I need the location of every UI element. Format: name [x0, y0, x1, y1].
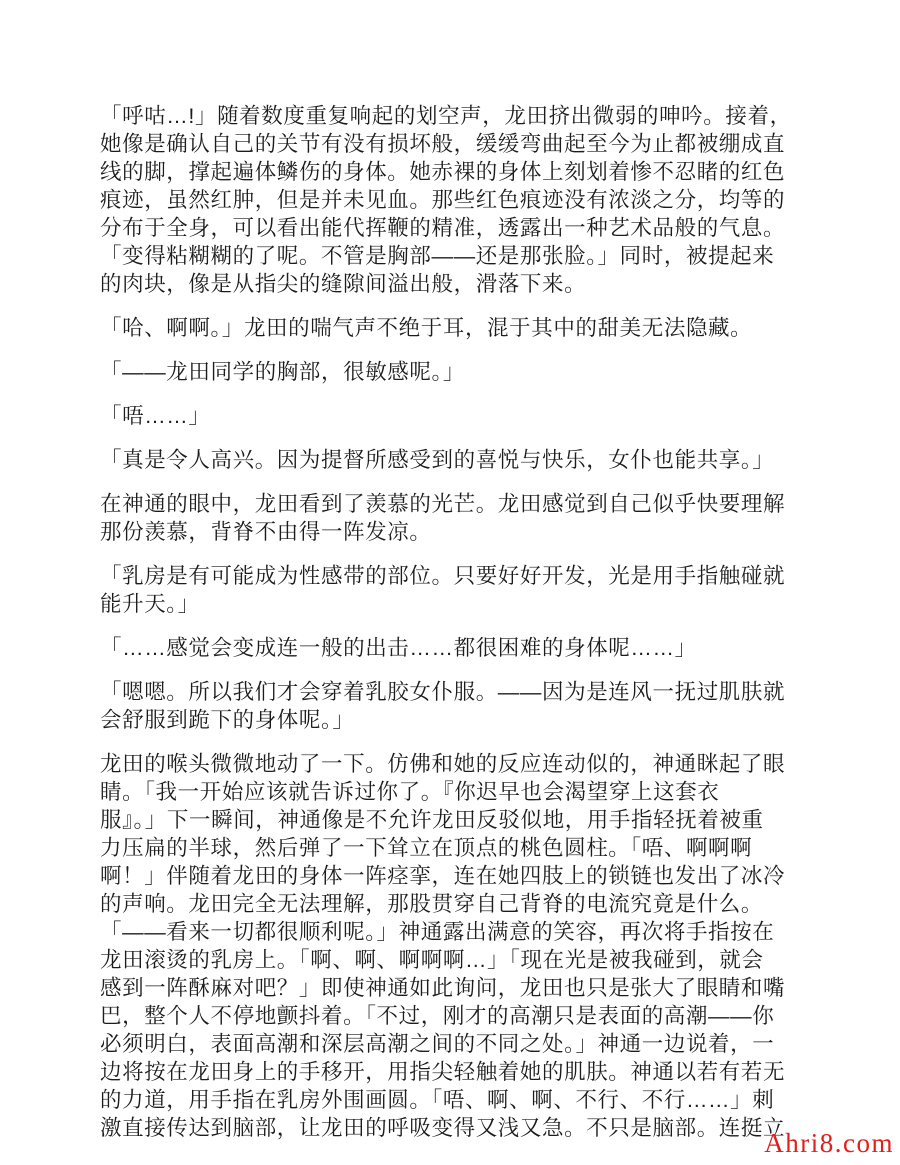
- text-line: 她像是确认自己的关节有没有损坏般，缓缓弯曲起至今为止都被绷成直: [100, 132, 786, 156]
- text-line: 边将按在龙田身上的手移开，用指尖轻触着她的肌肤。神通以若有若无: [100, 1060, 786, 1084]
- text-line: 分布于全身，可以看出能代挥鞭的精准，透露出一种艺术品般的气息。: [100, 216, 786, 240]
- text-line: 力压扁的半球，然后弹了一下耸立在顶点的桃色圆柱。「唔、啊啊啊: [100, 836, 753, 860]
- text-line: 「唔……」: [100, 404, 211, 428]
- text-line: 必须明白，表面高潮和深层高潮之间的不同之处。」神通一边说着，一: [100, 1032, 775, 1056]
- text-line: 睛。「我一开始应该就告诉过你了。『你迟早也会渴望穿上这套衣: [100, 780, 720, 804]
- text-line: 线的脚，撑起遍体鳞伤的身体。她赤裸的身体上刻划着惨不忍睹的红色: [100, 160, 786, 184]
- text-line: 服』。」下一瞬间，神通像是不允许龙田反驳似地，用手指轻抚着被重: [100, 808, 764, 832]
- text-line: 啊！」伴随着龙田的身体一阵痉挛，连在她四肢上的锁链也发出了冰冷: [100, 864, 786, 888]
- text-line: 「——龙田同学的胸部，很敏感呢。」: [100, 360, 465, 384]
- text-line: 「乳房是有可能成为性感带的部位。只要好好开发，光是用手指触碰就: [100, 564, 786, 588]
- text-line: 「嗯嗯。所以我们才会穿着乳胶女仆服。——因为是连风一抚过肌肤就: [100, 680, 786, 704]
- text-line: 的力道，用手指在乳房外围画圆。「唔、啊、啊、不行、不行……」刺: [100, 1088, 775, 1112]
- text-line: 在神通的眼中，龙田看到了羡慕的光芒。龙田感觉到自己似乎快要理解: [100, 492, 786, 516]
- text-line: 感到一阵酥麻对吧？」即使神通如此询问，龙田也只是张大了眼睛和嘴: [100, 976, 786, 1000]
- text-line: 龙田的喉头微微地动了一下。仿佛和她的反应连动似的，神通眯起了眼: [100, 752, 786, 776]
- text-line: 「呼咕…!」随着数度重复响起的划空声，龙田挤出微弱的呻吟。接着，: [100, 104, 792, 128]
- text-line: 「……感觉会变成连一般的出击……都很困难的身体呢……」: [100, 636, 697, 660]
- text-line: 巴，整个人不停地颤抖着。「不过，刚才的高潮只是表面的高潮——你: [100, 1004, 775, 1028]
- text-line: 的声响。龙田完全无法理解，那股贯穿自己背脊的电流究竟是什么。: [100, 892, 764, 916]
- text-line: 会舒服到跪下的身体呢。」: [100, 708, 355, 732]
- text-line: 那份羡慕，背脊不由得一阵发凉。: [100, 520, 432, 544]
- text-line: 龙田滚烫的乳房上。「啊、啊、啊啊啊…」「现在光是被我碰到，就会: [100, 948, 764, 972]
- text-line: 「变得粘糊糊的了呢。不管是胸部——还是那张脸。」同时，被提起来: [100, 244, 775, 268]
- text-line: 的肉块，像是从指尖的缝隙间溢出般，滑落下来。: [100, 272, 587, 296]
- text-line: 「哈、啊啊。」龙田的喘气声不绝于耳，混于其中的甜美无法隐藏。: [100, 316, 753, 340]
- text-line: 「真是令人高兴。因为提督所感受到的喜悦与快乐，女仆也能共享。」: [100, 448, 775, 472]
- text-line: 能升天。」: [100, 592, 200, 616]
- site-watermark: Ahri8.com: [764, 1128, 894, 1158]
- text-line: 「——看来一切都很顺利呢。」神通露出满意的笑容，再次将手指按在: [100, 920, 775, 944]
- novel-text-page: [100, 93, 805, 1158]
- text-line: 激直接传达到脑部，让龙田的呼吸变得又浅又急。不只是脑部。连挺立: [100, 1116, 786, 1140]
- text-line: 痕迹，虽然红肿，但是并未见血。那些红色痕迹没有浓淡之分，均等的: [100, 188, 786, 212]
